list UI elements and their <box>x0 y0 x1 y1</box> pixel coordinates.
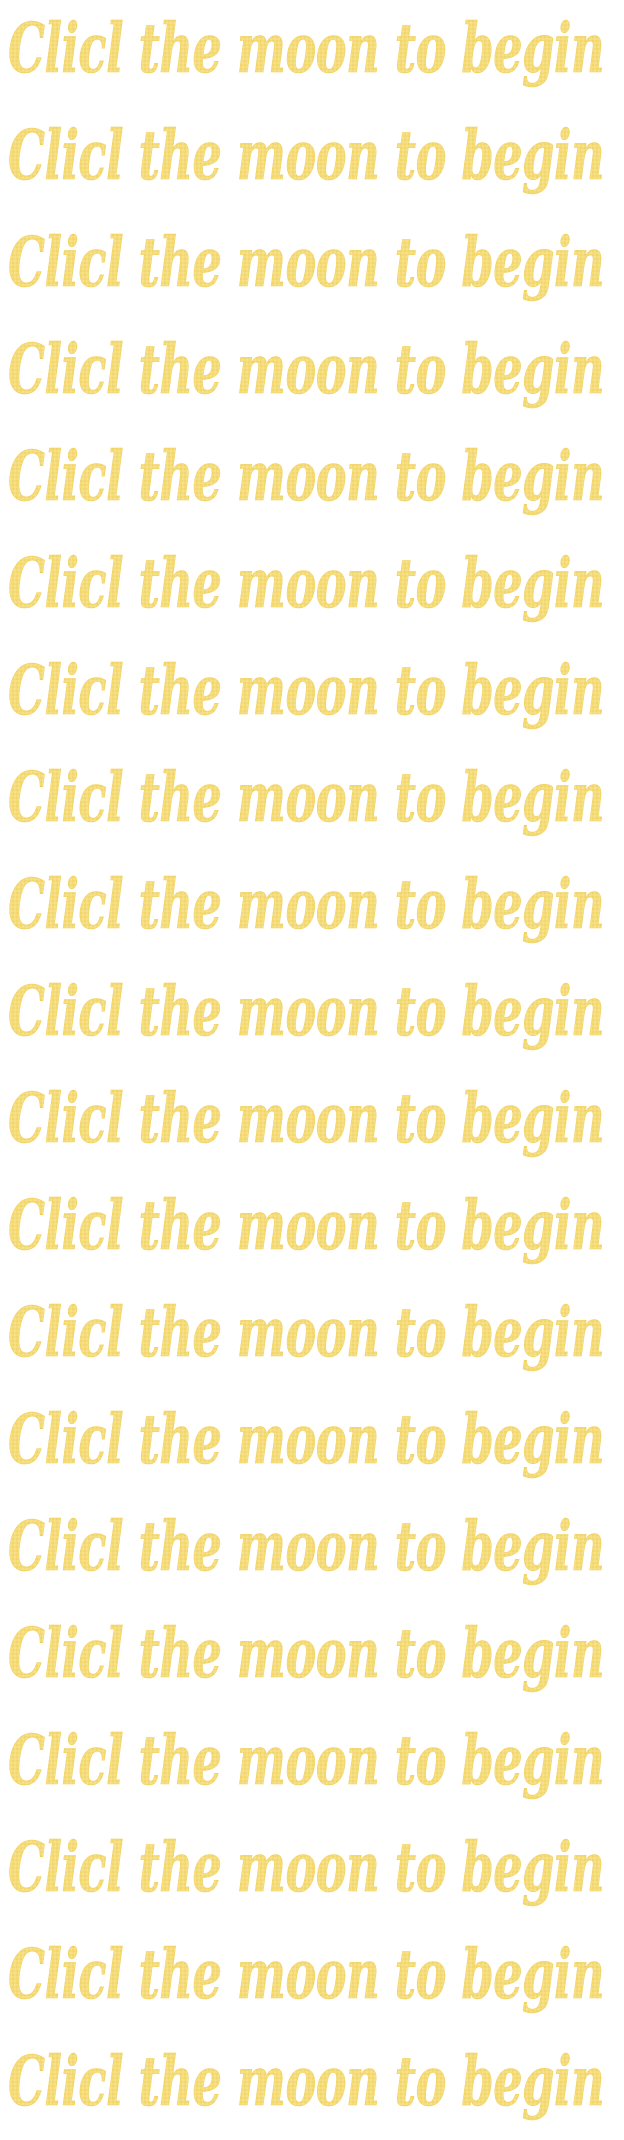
prompt-line-4[interactable] <box>0 321 612 428</box>
prompt-text-graphic <box>0 0 612 107</box>
prompt-text-graphic <box>0 535 612 642</box>
prompt-line-2[interactable] <box>0 107 612 214</box>
prompt-text: Clicl the moon to begin <box>8 544 604 624</box>
prompt-text-graphic <box>0 1605 612 1712</box>
prompt-text-graphic <box>0 321 612 428</box>
prompt-text-graphic <box>0 1391 612 1498</box>
prompt-line-9[interactable] <box>0 856 612 963</box>
prompt-text: Clicl the moon to begin <box>8 116 604 196</box>
prompt-text: Clicl the moon to begin <box>8 1293 604 1373</box>
prompt-text: Clicl the moon to begin <box>8 1828 604 1908</box>
prompt-text: Clicl the moon to begin <box>8 651 604 731</box>
prompt-line-14[interactable] <box>0 1391 612 1498</box>
prompt-line-10[interactable] <box>0 963 612 1070</box>
prompt-text-graphic <box>0 1712 612 1819</box>
prompt-line-11[interactable] <box>0 1070 612 1177</box>
prompt-line-16[interactable] <box>0 1605 612 1712</box>
prompt-text: Clicl the moon to begin <box>8 330 604 410</box>
prompt-text: Clicl the moon to begin <box>8 758 604 838</box>
prompt-line-5[interactable] <box>0 428 612 535</box>
prompt-text-graphic <box>0 1819 612 1926</box>
prompt-line-8[interactable] <box>0 749 612 856</box>
prompt-text: Clicl the moon to begin <box>8 1614 604 1694</box>
prompt-text: Clicl the moon to begin <box>8 9 604 89</box>
prompt-text-graphic <box>0 642 612 749</box>
prompt-text: Clicl the moon to begin <box>8 2042 604 2122</box>
prompt-text: Clicl the moon to begin <box>8 1935 604 2015</box>
prompt-text: Clicl the moon to begin <box>8 1186 604 1266</box>
prompt-text-graphic <box>0 1070 612 1177</box>
prompt-text-graphic <box>0 1498 612 1605</box>
prompt-text-graphic <box>0 1284 612 1391</box>
prompt-text-graphic <box>0 2033 612 2140</box>
prompt-line-15[interactable] <box>0 1498 612 1605</box>
prompt-text-graphic <box>0 856 612 963</box>
prompt-text-graphic <box>0 749 612 856</box>
prompt-line-3[interactable] <box>0 214 612 321</box>
prompt-text: Clicl the moon to begin <box>8 1721 604 1801</box>
prompt-text-graphic <box>0 1177 612 1284</box>
prompt-text: Clicl the moon to begin <box>8 972 604 1052</box>
prompt-text: Clicl the moon to begin <box>8 1400 604 1480</box>
prompt-line-19[interactable] <box>0 1926 612 2033</box>
prompt-line-7[interactable] <box>0 642 612 749</box>
prompt-line-20[interactable] <box>0 2033 612 2140</box>
prompt-line-6[interactable] <box>0 535 612 642</box>
prompt-text-graphic <box>0 107 612 214</box>
prompt-text-graphic <box>0 1926 612 2033</box>
prompt-text-graphic <box>0 428 612 535</box>
prompt-text: Clicl the moon to begin <box>8 865 604 945</box>
prompt-line-17[interactable] <box>0 1712 612 1819</box>
prompt-text: Clicl the moon to begin <box>8 437 604 517</box>
prompt-text-graphic <box>0 963 612 1070</box>
prompt-line-1[interactable] <box>0 0 612 107</box>
prompt-text: Clicl the moon to begin <box>8 223 604 303</box>
prompt-text-graphic <box>0 214 612 321</box>
prompt-text: Clicl the moon to begin <box>8 1079 604 1159</box>
prompt-text: Clicl the moon to begin <box>8 1507 604 1587</box>
prompt-line-13[interactable] <box>0 1284 612 1391</box>
prompt-line-18[interactable] <box>0 1819 612 1926</box>
prompt-line-12[interactable] <box>0 1177 612 1284</box>
